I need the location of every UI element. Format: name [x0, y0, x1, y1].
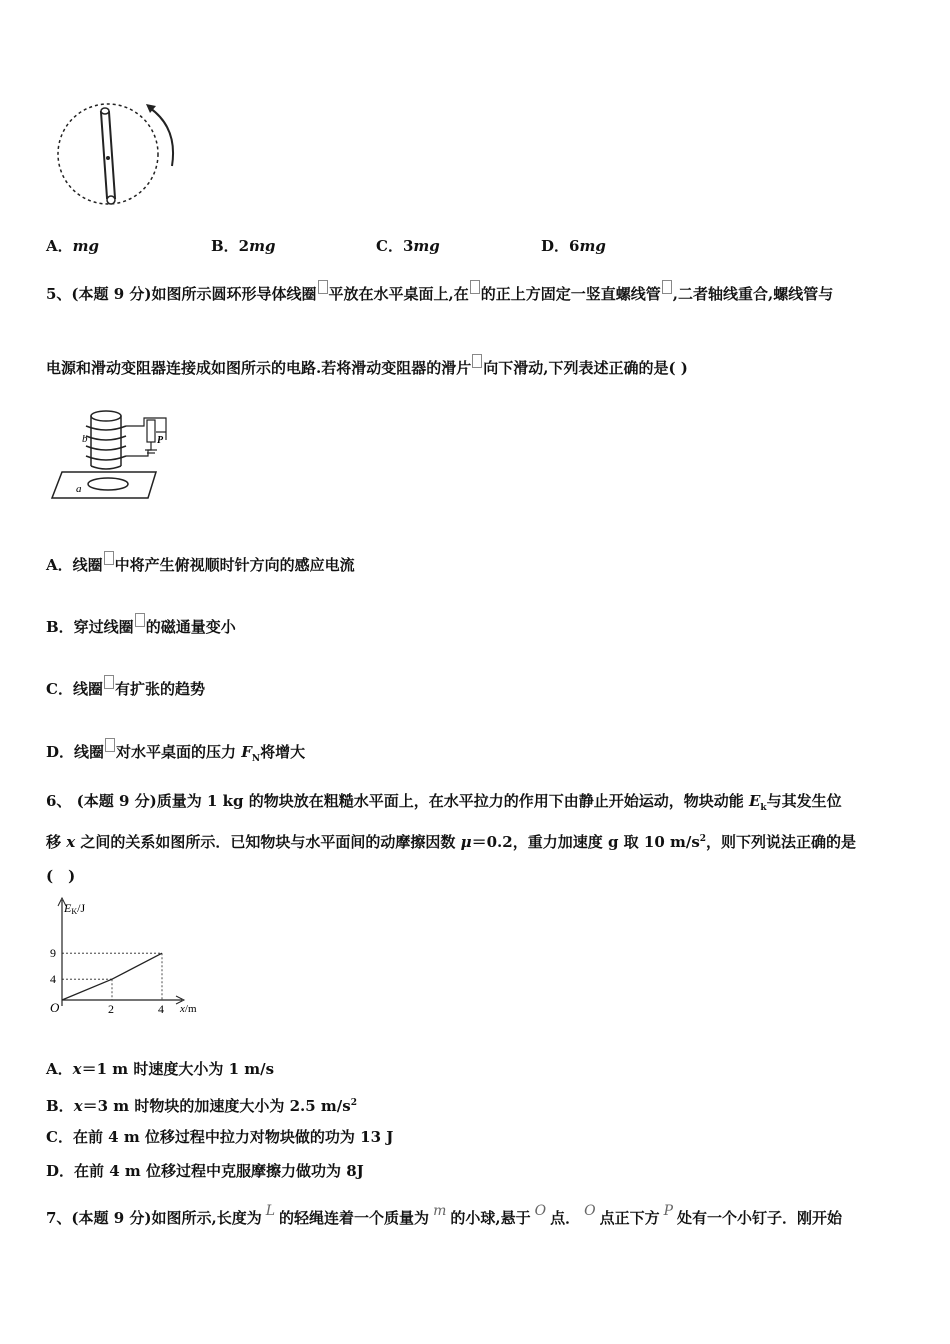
missing-glyph-icon [105, 738, 115, 752]
solenoid-bottom [91, 466, 121, 469]
q6-stem-line3: ( ) [46, 867, 76, 885]
q4-option-c: C．3mg [376, 237, 440, 255]
solenoid-top [91, 411, 121, 421]
q6-stem-line2: 移 x 之间的关系如图所示．已知物块与水平面间的动摩擦因数 μ＝0.2，重力加速度 g 取 10 $m/s^2$，则下列说法正确的是 [46, 833, 857, 851]
label-b: b [82, 433, 88, 445]
missing-glyph-icon [662, 280, 672, 294]
missing-glyph-icon [318, 280, 328, 294]
x-tick-label-4: 4 [158, 1002, 164, 1016]
winding-2 [86, 436, 126, 440]
origin-label: O [50, 1000, 60, 1015]
missing-glyph-icon [472, 354, 482, 368]
rod-bottom-end [107, 196, 115, 204]
x-axis-label: x/m [180, 1003, 197, 1015]
y-tick-label-9: 9 [50, 946, 56, 961]
q6-option-b: B．x＝3 m 时物块的加速度大小为 2.5 $m/s^2$ [46, 1097, 357, 1115]
q5-option-b: B．穿过线圈 的磁通量变小 [46, 617, 236, 637]
q6-option-d: D．在前 4 m 位移过程中克服摩擦力做功为 8J [46, 1162, 364, 1180]
rheostat [147, 420, 155, 442]
winding-3 [86, 446, 126, 450]
q5-stem-line1: 5、(本题 9 分)如图所示圆环形导体线圈 平放在水平桌面上,在 的正上方固定一竖直螺线管 ,二者轴线重合,螺线管与 [46, 284, 833, 304]
q4-option-d: D．6mg [541, 237, 606, 255]
q6-stem-line1: 6、 (本题 9 分)质量为 1 kg 的物块放在粗糙水平面上，在水平拉力的作用下由静止开始运动，物块动能 $E_k$与其发生位 [46, 792, 842, 813]
missing-glyph-icon [104, 551, 114, 565]
wire-bottom [126, 442, 151, 456]
q5-option-a: A．线圈 中将产生俯视顺时针方向的感应电流 [46, 555, 355, 575]
q5-solenoid-figure [48, 404, 168, 504]
coil-a [88, 478, 128, 490]
q4-rotating-rod-figure [50, 98, 190, 213]
missing-glyph-icon [135, 613, 145, 627]
q4-option-a: A．mg [46, 237, 100, 255]
rod-pivot [106, 156, 110, 160]
label-a: a [76, 483, 82, 495]
q5-option-d: D．线圈 对水平桌面的压力 $F_N$将增大 [46, 742, 305, 769]
x-tick-label-2: 2 [108, 1002, 114, 1016]
q6-option-c: C．在前 4 m 位移过程中拉力对物块做的功为 13 J [46, 1128, 394, 1146]
y-axis-label: EK/J [64, 901, 86, 916]
winding-4 [86, 456, 126, 460]
y-tick-label-4: 4 [50, 972, 56, 987]
q6-ek-x-chart [42, 896, 212, 1021]
q6-option-a: A．x＝1 m 时速度大小为 1 m/s [46, 1060, 275, 1078]
table-plane [52, 472, 156, 498]
q5-option-c: C．线圈 有扩张的趋势 [46, 679, 205, 699]
winding-1 [86, 426, 126, 430]
label-p: P [157, 435, 164, 446]
rod [101, 112, 115, 198]
q5-stem-line2: 电源和滑动变阻器连接成如图所示的电路.若将滑动变阻器的滑片 向下滑动,下列表述正确的是( ) [46, 358, 688, 378]
missing-glyph-icon [470, 280, 480, 294]
q4-option-b: B．2mg [211, 237, 276, 255]
missing-glyph-icon [104, 675, 114, 689]
rotation-arrow [150, 108, 173, 166]
rod-top-end [101, 108, 109, 114]
q7-stem-line1: 7、(本题 9 分)如图所示,长度为 L 的轻绳连着一个质量为 m 的小球,悬于 O 点． O 点正下方 P 处有一个小钉子．刚开始 [46, 1203, 843, 1227]
